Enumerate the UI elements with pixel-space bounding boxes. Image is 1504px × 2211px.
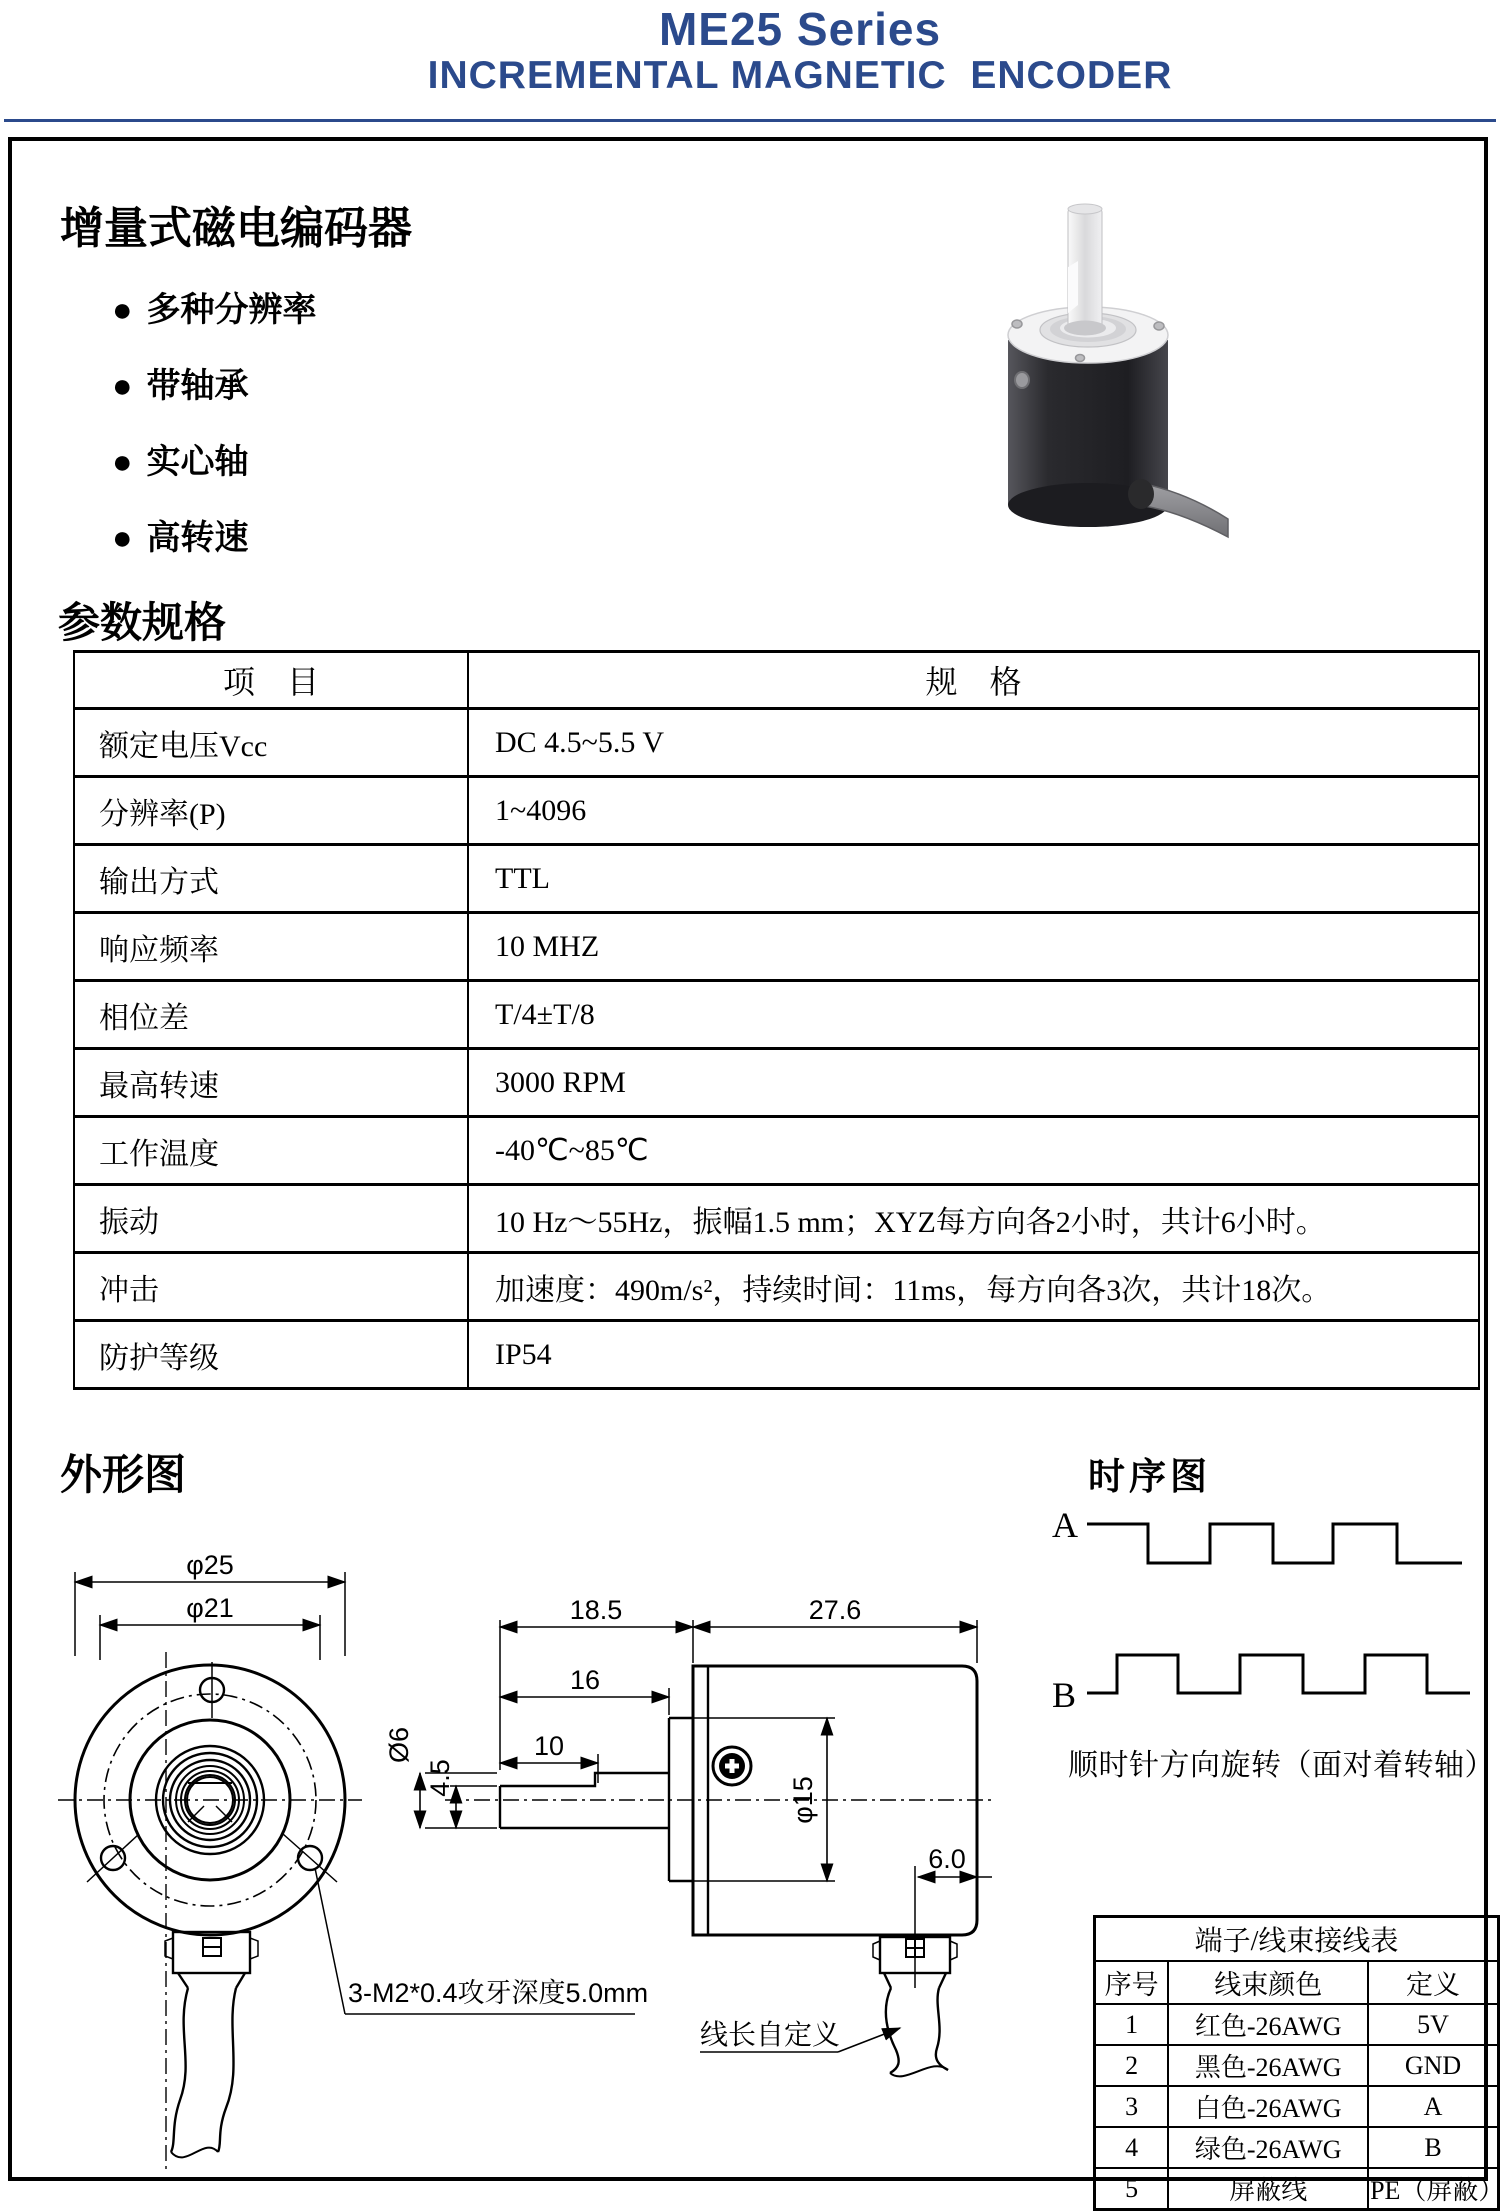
- wire-color: 屏蔽线: [1168, 2168, 1368, 2210]
- channel-a-label: A: [1052, 1505, 1078, 1545]
- spec-label: 输出方式: [74, 845, 468, 913]
- spec-table: [73, 650, 1480, 1390]
- table-row: [74, 913, 1479, 981]
- feature-label: 多种分辨率: [146, 291, 317, 329]
- waveform-b: [1087, 1655, 1470, 1693]
- spec-value: TTL: [468, 845, 1479, 913]
- wiring-col-def: 定义: [1368, 1961, 1498, 2004]
- table-row: [1095, 2045, 1499, 2086]
- table-row: [74, 845, 1479, 913]
- feature-label: 带轴承: [146, 367, 249, 405]
- spec-label: 相位差: [74, 981, 468, 1049]
- table-row: [74, 709, 1479, 777]
- spec-value: -40℃~85℃: [468, 1117, 1479, 1185]
- wire-no: 4: [1095, 2127, 1169, 2168]
- spec-value: 加速度：490m/s²，持续时间：11ms，每方向各3次，共计18次。: [468, 1253, 1479, 1321]
- feature-label: 实心轴: [146, 443, 249, 481]
- wiring-table: [1093, 1915, 1504, 2211]
- cable-note-label: 线长自定义: [700, 2019, 841, 2050]
- dim-label-d45: 4.5: [425, 1759, 455, 1797]
- rotation-caption: 顺时针方向旋转（面对着转轴）: [1068, 1749, 1495, 1782]
- table-row: [74, 981, 1479, 1049]
- dim-label-d60: 6.0: [928, 1844, 966, 1874]
- dim-label-d185: 18.5: [569, 1595, 623, 1625]
- spec-value: IP54: [468, 1321, 1479, 1389]
- wire-no: 5: [1095, 2168, 1169, 2210]
- header-rule: [4, 119, 1496, 122]
- dim-label-d6: Ø6: [384, 1726, 414, 1764]
- table-row: [74, 1253, 1479, 1321]
- side-view: [445, 1666, 995, 2076]
- page-title: ME25 Series: [658, 3, 942, 55]
- wire-def: 5V: [1368, 2004, 1498, 2045]
- wire-color: 白色-26AWG: [1168, 2086, 1368, 2127]
- wiring-col-color: 线束颜色: [1168, 1961, 1368, 2004]
- bullet-icon: ●: [112, 443, 133, 481]
- bullet-icon: ●: [112, 291, 133, 329]
- wire-def: A: [1368, 2086, 1498, 2127]
- table-row: [74, 1049, 1479, 1117]
- table-row: [74, 1321, 1479, 1389]
- dimension-drawing: [40, 1540, 1070, 2186]
- spec-value: DC 4.5~5.5 V: [468, 709, 1479, 777]
- wire-def: GND: [1368, 2045, 1498, 2086]
- spec-value: 1~4096: [468, 777, 1479, 845]
- spec-value: 3000 RPM: [468, 1049, 1479, 1117]
- wire-no: 1: [1095, 2004, 1169, 2045]
- feature-label: 高转速: [146, 519, 249, 557]
- wire-no: 3: [1095, 2086, 1169, 2127]
- spec-label: 振动: [74, 1185, 468, 1253]
- spec-label: 响应频率: [74, 913, 468, 981]
- list-item: [112, 282, 317, 331]
- dim-label-d10: 10: [533, 1731, 565, 1761]
- wire-color: 黑色-26AWG: [1168, 2045, 1368, 2086]
- table-row: [74, 777, 1479, 845]
- spec-label: 额定电压Vcc: [74, 709, 468, 777]
- waveform-a: [1087, 1524, 1462, 1563]
- table-row: [1095, 2086, 1499, 2127]
- product-photo: [980, 195, 1260, 540]
- spec-col-spec: 规 格: [468, 652, 1479, 709]
- tap-note-label: 3-M2*0.4攻牙深度5.0mm: [348, 1978, 649, 2008]
- product-title: 增量式磁电编码器: [60, 204, 412, 253]
- spec-value: 10 MHZ: [468, 913, 1479, 981]
- spec-col-item: 项 目: [74, 652, 468, 709]
- table-row: [1095, 2004, 1499, 2045]
- wire-color: 绿色-26AWG: [1168, 2127, 1368, 2168]
- dim-label-d16: 16: [569, 1665, 601, 1695]
- spec-label: 分辨率(P): [74, 777, 468, 845]
- bullet-icon: ●: [112, 519, 133, 557]
- bullet-icon: ●: [112, 367, 133, 405]
- channel-b-label: B: [1052, 1675, 1077, 1715]
- wiring-title-row: [1095, 1917, 1499, 1962]
- table-row: [1095, 2168, 1499, 2210]
- encoder-cable-shape: [1128, 479, 1228, 537]
- table-header-row: [1095, 1961, 1499, 2004]
- spec-section-title: 参数规格: [58, 599, 227, 646]
- table-row: [1095, 2127, 1499, 2168]
- wire-no: 2: [1095, 2045, 1169, 2086]
- outline-section-title: 外形图: [60, 1451, 187, 1498]
- page-subtitle: INCREMENTAL MAGNETIC ENCODER: [427, 54, 1173, 97]
- spec-label: 工作温度: [74, 1117, 468, 1185]
- spec-label: 冲击: [74, 1253, 468, 1321]
- dim-label-d25: φ25: [186, 1550, 234, 1580]
- table-row: [74, 1117, 1479, 1185]
- wiring-table-title: 端子/线束接线表: [1095, 1917, 1499, 1962]
- wiring-col-no: 序号: [1095, 1961, 1169, 2004]
- list-item: [112, 358, 249, 407]
- wire-def: PE（屏蔽）: [1368, 2168, 1498, 2210]
- list-item: [112, 510, 249, 559]
- table-row: [74, 1185, 1479, 1253]
- spec-label: 最高转速: [74, 1049, 468, 1117]
- dim-label-d21: φ21: [186, 1593, 234, 1623]
- front-view-dimensions: [75, 1550, 648, 2014]
- table-header-row: [74, 652, 1479, 709]
- dim-label-d15: φ15: [788, 1776, 818, 1824]
- dim-label-d276: 27.6: [808, 1595, 862, 1625]
- spec-value: T/4±T/8: [468, 981, 1479, 1049]
- spec-value: 10 Hz～55Hz，振幅1.5 mm；XYZ每方向各2小时，共计6小时。: [468, 1185, 1479, 1253]
- wire-color: 红色-26AWG: [1168, 2004, 1368, 2045]
- front-view: [58, 1652, 362, 2174]
- spec-label: 防护等级: [74, 1321, 468, 1389]
- timing-section-title: 时序图: [1088, 1456, 1211, 1497]
- list-item: [112, 434, 249, 483]
- wire-def: B: [1368, 2127, 1498, 2168]
- encoder-shaft-shape: [1064, 204, 1106, 336]
